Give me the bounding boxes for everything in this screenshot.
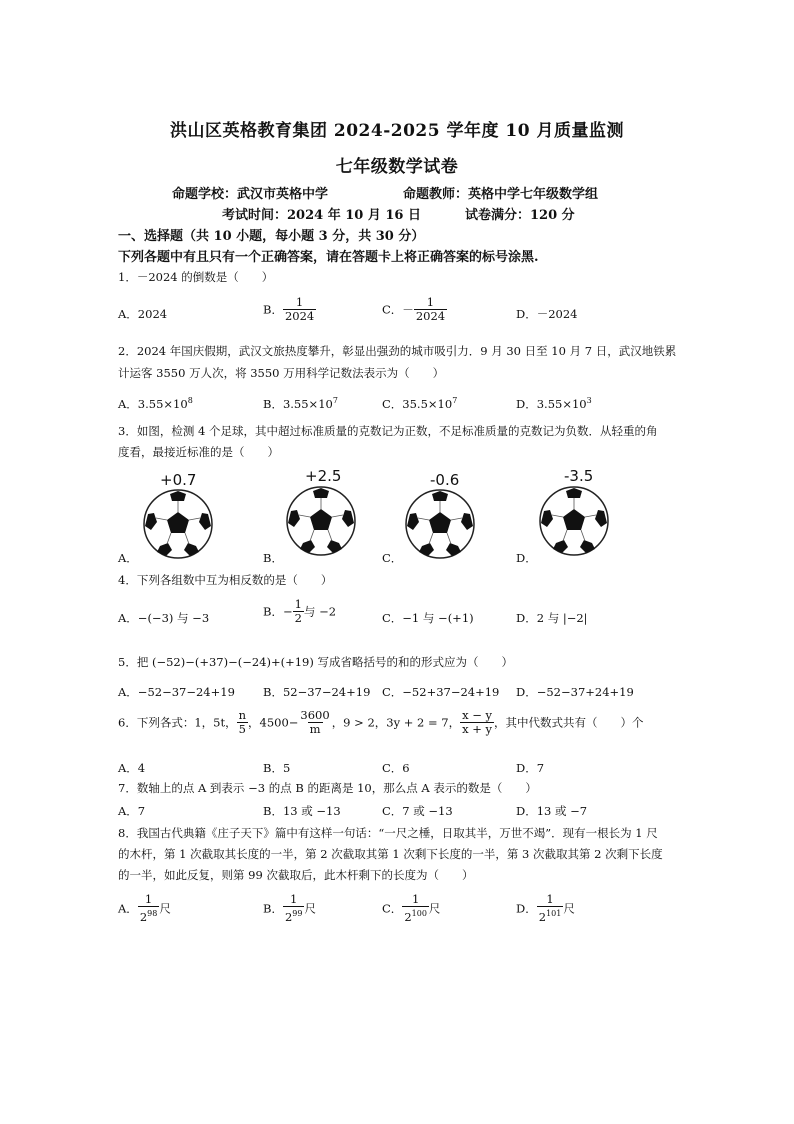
q5-stem: 5．把 (−52)−(+37)−(−24)+(+19) 写成省略括号的和的形式应为（ ） [118, 655, 514, 669]
q7-option-b: B．13 或 −13 [263, 804, 341, 818]
q3-option-b: B． [263, 551, 283, 565]
q2-stem-line1: 2．2024 年国庆假期，武汉文旅热度攀升，彰显出强劲的城市吸引力．9 月 30 日至 10 月 7 日，武汉地铁累 [118, 344, 677, 358]
q7-option-c: C．7 或 −13 [382, 804, 453, 818]
teacher-info: 命题教师：英格中学七年级数学组 [403, 187, 599, 202]
q6-option-d: D．7 [516, 761, 545, 775]
school-info: 命题学校：武汉市英格中学 [172, 187, 329, 202]
q6-option-a: A．4 [118, 761, 146, 775]
ball-d-value: -3.5 [564, 467, 594, 485]
q4-option-c: C．−1 与 −(+1) [382, 611, 474, 625]
exam-subtitle: 七年级数学试卷 [335, 157, 459, 177]
q3-option-a: A． [118, 551, 138, 565]
q8-option-a: A． $\frac{1}{2^{98}}$ 尺 [118, 892, 171, 924]
q8-option-d: D． $\frac{1}{2^{101}}$ 尺 [516, 892, 575, 924]
q2-option-d: D．$3.55\times 10^3$ [516, 396, 592, 411]
ball-a-value: +0.7 [160, 471, 197, 489]
q5-option-a: A．−52−37−24+19 [118, 685, 235, 699]
q7-stem: 7．数轴上的点 A 到表示 −3 的点 B 的距离是 10，那么点 A 表示的数是（ ） [118, 781, 537, 795]
ball-b-value: +2.5 [305, 467, 342, 485]
q5-option-c: C．−52+37−24+19 [382, 685, 500, 699]
full-score: 试卷满分：120 分 [465, 208, 575, 223]
q3-option-c: C． [382, 551, 403, 565]
q3-stem-line1: 3．如图，检测 4 个足球，其中超过标准质量的克数记为正数，不足标准质量的克数记为负数．从轻重的角 [118, 424, 658, 438]
q1-option-c: C．－ $\frac{1}{2024}$ [382, 295, 446, 323]
q2-stem-line2: 计运客 3550 万人次，将 3550 万用科学记数法表示为（ ） [118, 366, 445, 380]
section-heading: 一、选择题（共 10 小题，每小题 3 分，共 30 分） [118, 229, 425, 244]
q3-stem-line2: 度看，最接近标准的是（ ） [118, 445, 279, 459]
ball-c-value: -0.6 [430, 471, 460, 489]
q7-option-a: A．7 [118, 804, 146, 818]
q6-stem: 6．下列各式：1，5t， $\frac{n}{5}$ ，4500− $\frac{3600}{m}$ ，9 > 2，3y + 2 = 7， $\frac{x - y}{x + y}$ ，其中代数式共有（ ）个 [118, 708, 644, 736]
q4-option-d: D．2 与 |−2| [516, 611, 588, 625]
q2-option-c: C．$35.5\times 10^7$ [382, 396, 458, 411]
q1-option-b: B． $\frac{1}{2024}$ [263, 295, 315, 323]
q1-option-d: D．－2024 [516, 307, 578, 321]
q8-stem-line2: 的木杆，第 1 次截取其长度的一半，第 2 次截取其第 1 次剩下长度的一半，第 3 次截取其第 2 次剩下长度 [118, 847, 663, 861]
section-instruction: 下列各题中有且只有一个正确答案，请在答题卡上将正确答案的标号涂黑. [118, 250, 539, 265]
q5-option-b: B．52−37−24+19 [263, 685, 371, 699]
soccer-ball-c-icon [404, 488, 476, 560]
q2-option-a: A．$3.55\times 10^8$ [118, 396, 193, 411]
q8-stem-line1: 8．我国古代典籍《庄子天下》篇中有这样一句话：“一尺之棰，日取其半，万世不竭”．现有一根长为 1 尺 [118, 826, 658, 840]
q4-stem: 4．下列各组数中互为相反数的是（ ） [118, 573, 333, 587]
q6-option-b: B．5 [263, 761, 291, 775]
q3-option-d: D． [516, 551, 537, 565]
q1-option-a: A．2024 [118, 307, 168, 321]
q8-option-b: B． $\frac{1}{2^{99}}$ 尺 [263, 892, 316, 924]
q4-option-b: B．− $\frac{1}{2}$ 与 −2 [263, 597, 337, 625]
q4-option-a: A．−(−3) 与 −3 [118, 611, 210, 625]
q1-stem: 1．－2024 的倒数是（ ） [118, 270, 274, 284]
q8-stem-line3: 的一半，如此反复，则第 99 次截取后，此木杆剩下的长度为（ ） [118, 868, 474, 882]
soccer-ball-a-icon [142, 488, 214, 560]
q8-option-c: C． $\frac{1}{2^{100}}$ 尺 [382, 892, 441, 924]
exam-date: 考试时间：2024 年 10 月 16 日 [222, 208, 421, 223]
soccer-ball-d-icon [538, 485, 610, 557]
q2-option-b: B．$3.55\times 10^7$ [263, 396, 338, 411]
soccer-ball-b-icon [285, 485, 357, 557]
exam-title: 洪山区英格教育集团 2024-2025 学年度 10 月质量监测 [169, 121, 624, 141]
q5-option-d: D．−52−37+24+19 [516, 685, 634, 699]
q7-option-d: D．13 或 −7 [516, 804, 588, 818]
q6-option-c: C．6 [382, 761, 410, 775]
